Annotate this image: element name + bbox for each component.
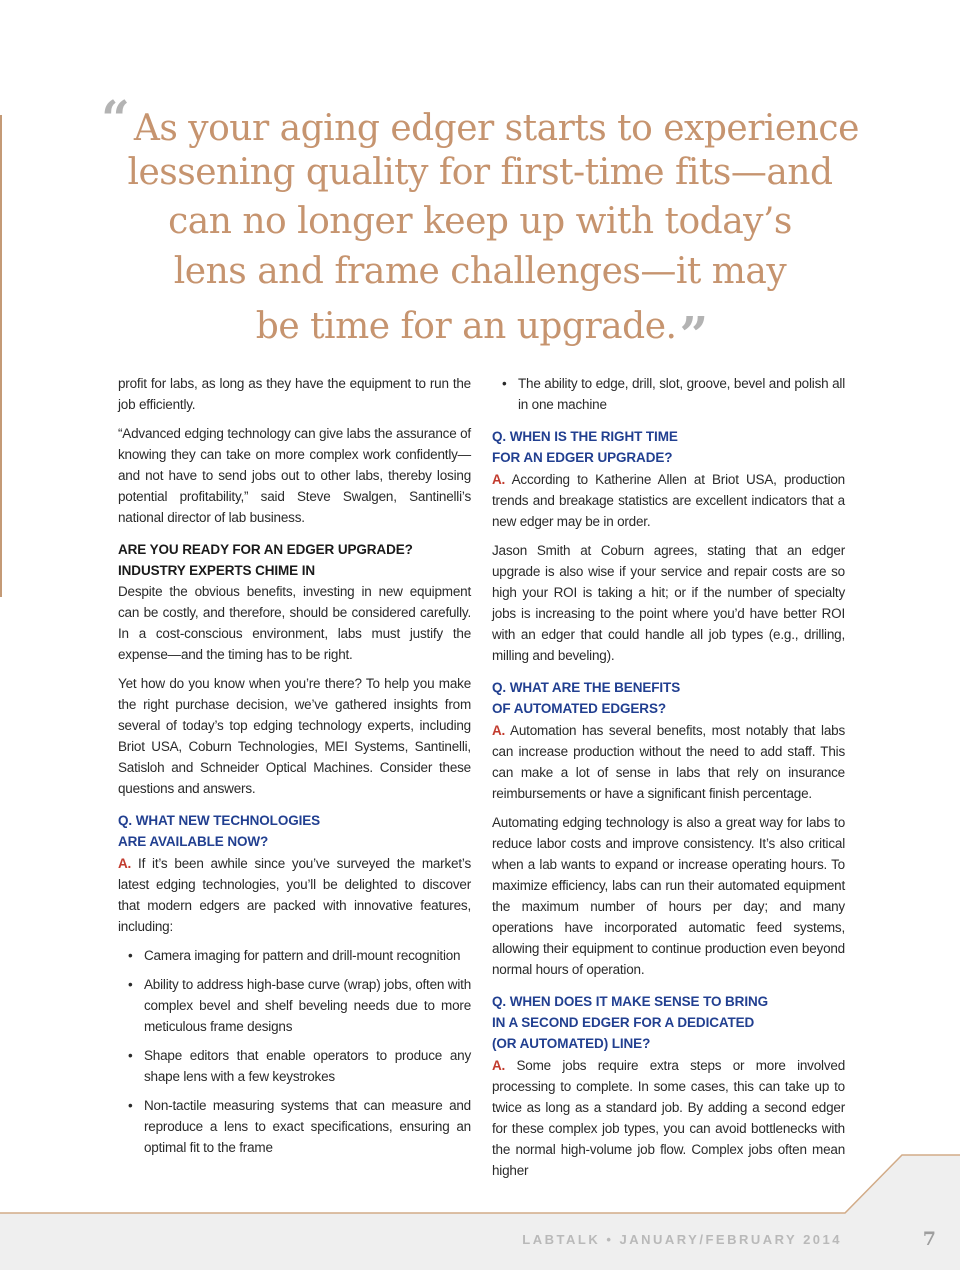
bullet-icon: •: [502, 376, 507, 391]
question-heading-line: Q. WHAT NEW TECHNOLOGIES: [118, 813, 321, 828]
answer-paragraph: [118, 853, 471, 937]
answer-text: If it’s been awhile since you’ve surveyed the market’s latest edging technologies, you’ll be delighted to discover that modern edgers are packed with innovative features, including:: [118, 856, 471, 934]
pull-quote-text: As your aging edger starts to experience: [133, 108, 859, 149]
right-column: [492, 373, 845, 1189]
answer-label: A.: [492, 472, 506, 487]
list-item: [118, 1045, 471, 1087]
open-quote-mark-icon: “: [101, 89, 126, 148]
pull-quote-text: lessening quality for first-time fits—and: [127, 151, 833, 193]
paragraph: Jason Smith at Coburn agrees, stating that an edger upgrade is also wise if your service and repair costs are so high your ROI is taking a hit; or if the number of specialty jobs is increasing to the point where you’d have better ROI with an edger that could handle all job types (e.g., drilling, milling and beveling).: [492, 543, 845, 663]
answer-text: Some jobs require extra steps or more involved processing to complete. In some cases, this can take up to twice as long as a standard job. By adding a second edger for these complex job types, you can avoid bottlenecks with the normal high-volume job flow. Complex jobs often mean higher: [492, 1058, 845, 1178]
section-heading: [118, 539, 471, 581]
pull-quote-text: lens and frame challenges—it may: [173, 250, 787, 292]
pull-quote-line: [55, 148, 905, 198]
pull-quote-line: [55, 89, 905, 149]
bullet-icon: •: [128, 1098, 133, 1113]
pull-quote-text: be time for an upgrade.: [255, 306, 677, 347]
pull-quote-line: [55, 197, 905, 247]
bullet-icon: •: [128, 977, 133, 992]
list-item-text: Ability to address high-base curve (wrap) jobs, often with complex bevel and shelf beveling needs due to more meticulous frame designs: [144, 977, 471, 1034]
list-item-text: Camera imaging for pattern and drill-mount recognition: [144, 948, 461, 963]
pull-quote: [55, 89, 905, 364]
list-item: [118, 974, 471, 1037]
paragraph: Despite the obvious benefits, investing in new equipment can be costly, and therefore, should be considered carefully. In a cost-conscious environment, labs must justify the expense—and the timing has to be right.: [118, 584, 471, 662]
paragraph: “Advanced edging technology can give labs the assurance of knowing they can take on more complex work confidently—and not have to send jobs out to other labs, thereby losing potential profitability,” said Steve Swalgen, Santinelli’s national director of lab business.: [118, 426, 471, 525]
question-heading: [492, 426, 845, 468]
list-item: [492, 373, 845, 415]
left-column: [118, 373, 471, 1189]
question-heading-line: Q. WHEN IS THE RIGHT TIME: [492, 429, 678, 444]
footer-journal-date: LABTALK • JANUARY/FEBRUARY 2014: [522, 1232, 842, 1247]
footer-band: [0, 1150, 960, 1270]
paragraph: profit for labs, as long as they have the equipment to run the job efficiently.: [118, 376, 471, 412]
answer-label: A.: [492, 1058, 506, 1073]
question-heading-line: (OR AUTOMATED) LINE?: [492, 1036, 651, 1051]
paragraph: Automating edging technology is also a great way for labs to reduce labor costs and improve consistency. It’s also critical when a lab wants to expand or increase operating hours. To maximize efficiency, labs can run their automated equipment the maximum number of hours per day; and many operations have incorporated automatic feed systems, allowing their equipment to continue production even beyond normal hours of operation.: [492, 815, 845, 977]
answer-paragraph: [492, 720, 845, 804]
question-heading: [118, 810, 471, 852]
bullet-icon: •: [128, 948, 133, 963]
answer-label: A.: [118, 856, 132, 871]
bullet-icon: •: [128, 1048, 133, 1063]
question-heading-line: OF AUTOMATED EDGERS?: [492, 701, 667, 716]
question-heading-line: ARE AVAILABLE NOW?: [118, 834, 269, 849]
question-heading-line: IN A SECOND EDGER FOR A DEDICATED: [492, 1015, 755, 1030]
section-heading-line: INDUSTRY EXPERTS CHIME IN: [118, 563, 316, 578]
pull-quote-line: [55, 296, 905, 364]
list-item: [118, 1095, 471, 1158]
pull-quote-text: can no longer keep up with today’s: [168, 201, 792, 242]
answer-text: According to Katherine Allen at Briot USA, production trends and breakage statistics are excellent indicators that a new edger may be in order.: [492, 472, 845, 529]
question-heading: [492, 677, 845, 719]
question-heading-line: Q. WHEN DOES IT MAKE SENSE TO BRING: [492, 994, 769, 1009]
answer-paragraph: [492, 469, 845, 532]
page-number: 7: [922, 1228, 936, 1250]
list-item: [118, 945, 471, 966]
answer-text: Automation has several benefits, most notably that labs can increase production without the need to add staff. This can make a lot of sense in labs that rely on insurance reimbursements or have a significant finish percentage.: [492, 723, 845, 801]
article-body: [118, 373, 845, 1189]
section-heading-line: ARE YOU READY FOR AN EDGER UPGRADE?: [118, 542, 413, 557]
left-margin-rule: [0, 115, 2, 597]
list-item-text: The ability to edge, drill, slot, groove, bevel and polish all in one machine: [518, 376, 845, 412]
question-heading-line: Q. WHAT ARE THE BENEFITS: [492, 680, 681, 695]
list-item-text: Non-tactile measuring systems that can measure and reproduce a lens to exact specifications, ensuring an optimal fit to the frame: [144, 1098, 471, 1155]
list-item-text: Shape editors that enable operators to produce any shape lens with a few keystrokes: [144, 1048, 471, 1084]
close-quote-mark-icon: ”: [679, 305, 705, 364]
question-heading-line: FOR AN EDGER UPGRADE?: [492, 450, 673, 465]
answer-label: A.: [492, 723, 506, 738]
question-heading: [492, 991, 845, 1054]
pull-quote-line: [55, 247, 905, 297]
paragraph: Yet how do you know when you’re there? To help you make the right purchase decision, we’ve gathered insights from several of today’s top edging technology experts, including Briot USA, Coburn Technologies, MEI Systems, Santinelli, Satisloh and Schneider Optical Machines. Consider these questions and answers.: [118, 676, 471, 796]
